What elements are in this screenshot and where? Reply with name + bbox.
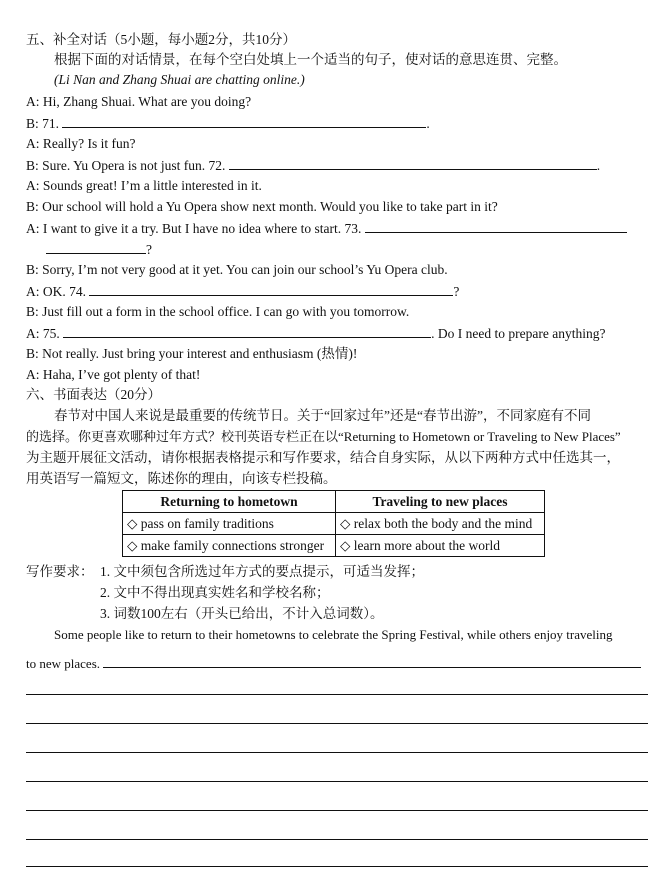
table-header-row: [123, 491, 545, 513]
writing-line[interactable]: [26, 839, 648, 840]
table-cell: ◇ make family connections stronger: [123, 535, 336, 557]
requirements-label: 写作要求：: [26, 564, 94, 579]
table-row: [123, 513, 545, 535]
dialogue-line-9: B: Sorry, I’m not very good at it yet. You can join our school’s Yu Opera club.: [26, 262, 448, 277]
requirement-2: 2. 文中不得出现真实姓名和学校名称；: [100, 585, 330, 600]
dialogue-line-73-cont: [26, 240, 648, 259]
prompt-paragraph-line-1: 春节对中国人来说是最重要的传统节日。关于“回家过年”还是“春节出游”，不同家庭有不同: [54, 408, 591, 423]
dialogue-text: B: 71.: [26, 116, 60, 131]
dialogue-text: A: 75.: [26, 326, 60, 341]
dialogue-text: A: OK. 74.: [26, 284, 86, 299]
table-cell: ◇ learn more about the world: [336, 535, 545, 557]
section6-heading: 六、书面表达（20分）: [26, 387, 161, 402]
writing-line-first[interactable]: [103, 654, 641, 668]
writing-line[interactable]: [26, 781, 648, 782]
dialogue-line-73: [26, 219, 648, 238]
answer-blank-73-part1[interactable]: [365, 219, 627, 233]
writing-line[interactable]: [26, 694, 648, 695]
dialogue-punct: .: [596, 158, 601, 173]
table-header-travel: Traveling to new places: [336, 491, 545, 513]
dialogue-punct: ?: [146, 242, 152, 257]
requirement-1: 1. 文中须包含所选过年方式的要点提示，可适当发挥；: [100, 564, 424, 579]
essay-opening-text: to new places.: [26, 656, 101, 671]
table-row: [123, 535, 545, 557]
dialogue-text: . Do I need to prepare anything?: [431, 326, 606, 341]
dialogue-line-1: A: Hi, Zhang Shuai. What are you doing?: [26, 94, 252, 109]
table-cell: ◇ pass on family traditions: [123, 513, 336, 535]
answer-blank-73-part2[interactable]: [46, 240, 146, 254]
dialogue-text: A: I want to give it a try. But I have no idea where to start. 73.: [26, 221, 362, 236]
table-header-hometown: Returning to hometown: [123, 491, 336, 513]
prompt-paragraph-line-3: 为主题开展征文活动，请你根据表格提示和写作要求，结合自身实际，从以下两种方式中任选其一，: [26, 450, 620, 465]
writing-line[interactable]: [26, 810, 648, 811]
dialogue-line-13: B: Not really. Just bring your interest and enthusiasm (热情)!: [26, 346, 358, 361]
table-cell: ◇ relax both the body and the mind: [336, 513, 545, 535]
dialogue-line-71: [26, 114, 648, 133]
dialogue-line-75: [26, 324, 648, 343]
dialogue-line-74: [26, 282, 648, 301]
section5-heading: 五、补全对话（5小题，每小题2分，共10分）: [26, 32, 296, 47]
answer-blank-72[interactable]: [229, 156, 597, 170]
dialogue-line-3: A: Really? Is it fun?: [26, 136, 136, 151]
requirement-3: 3. 词数100左右（开头已给出，不计入总词数）。: [100, 606, 384, 621]
writing-line[interactable]: [26, 752, 648, 753]
answer-blank-75[interactable]: [63, 324, 431, 338]
section5-instruction: 根据下面的对话情景，在每个空白处填上一个适当的句子，使对话的意思连贯、完整。: [54, 52, 567, 67]
essay-opening-line-1: Some people like to return to their hometowns to celebrate the Spring Festival, while others enjoy traveling: [54, 627, 613, 642]
answer-blank-74[interactable]: [89, 282, 453, 296]
answer-blank-71[interactable]: [62, 114, 426, 128]
dialogue-line-11: B: Just fill out a form in the school office. I can go with you tomorrow.: [26, 304, 410, 319]
dialogue-text: B: Sure. Yu Opera is not just fun. 72.: [26, 158, 226, 173]
options-table: [122, 490, 545, 557]
dialogue-punct: ?: [453, 284, 460, 299]
dialogue-punct: .: [426, 116, 430, 131]
writing-line[interactable]: [26, 723, 648, 724]
essay-opening-line-2: [26, 654, 648, 673]
writing-line[interactable]: [26, 866, 648, 867]
dialogue-line-5: A: Sounds great! I’m a little interested in it.: [26, 178, 262, 193]
dialogue-line-72: [26, 156, 648, 175]
dialogue-line-14: A: Haha, I’ve got plenty of that!: [26, 367, 201, 382]
dialogue-line-6: B: Our school will hold a Yu Opera show next month. Would you like to take part in it?: [26, 199, 498, 214]
prompt-paragraph-line-2: 的选择。你更喜欢哪种过年方式？校刊英语专栏正在以“Returning to Hometown or Traveling to New Places”: [26, 429, 621, 444]
prompt-paragraph-line-4: 用英语写一篇短文，陈述你的理由，向该专栏投稿。: [26, 471, 337, 486]
dialogue-context: (Li Nan and Zhang Shuai are chatting online.): [54, 72, 305, 87]
